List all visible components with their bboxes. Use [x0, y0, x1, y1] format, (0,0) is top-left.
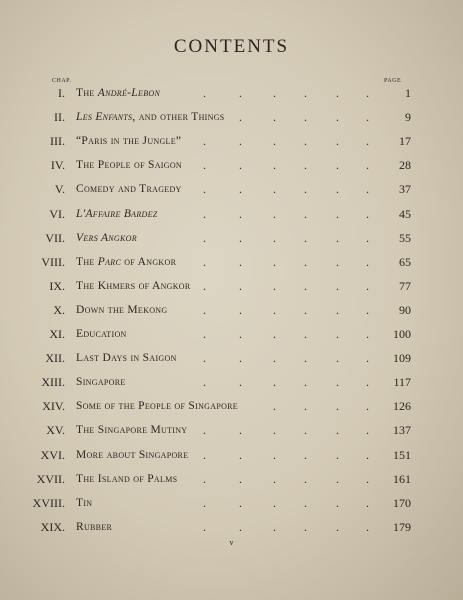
chapter-title-part: André-Lebon — [97, 87, 161, 99]
dot-leader: . — [366, 206, 369, 221]
dot-leader: . — [366, 230, 369, 245]
dot-leader: . — [336, 86, 339, 100]
chapter-number: VI. — [49, 206, 65, 221]
dot-leader: . — [336, 447, 339, 462]
dot-leader: . — [304, 327, 307, 341]
dot-leader: . — [203, 327, 206, 341]
dot-leader: . — [304, 110, 307, 125]
toc-entry — [0, 279, 463, 301]
toc-entry — [0, 472, 463, 494]
dot-leader: . — [273, 230, 276, 245]
chapter-title — [76, 87, 160, 99]
toc-entry — [0, 231, 463, 253]
dot-leader: . — [336, 471, 339, 486]
dot-leader: . — [239, 230, 242, 245]
dot-leader: . — [366, 471, 369, 486]
chapter-title — [76, 352, 177, 364]
dot-leader: . — [273, 278, 276, 293]
chapter-title-part: L'Affaire Bardez — [76, 207, 158, 220]
page-number: 28 — [399, 158, 411, 173]
chapter-title — [76, 304, 167, 316]
chapter-title-part: Tin — [76, 496, 93, 509]
chapter-title-part: , and other Things — [132, 111, 225, 124]
chapter-title-part: of Angkor — [121, 255, 177, 268]
dot-leader: . — [336, 254, 339, 269]
chapter-title — [76, 328, 127, 340]
dot-leader: . — [336, 110, 339, 125]
chapter-title — [76, 400, 238, 412]
dot-leader: . — [336, 351, 339, 366]
chapter-number: III. — [50, 134, 65, 149]
dot-leader: . — [273, 519, 276, 534]
dot-leader: . — [366, 86, 369, 100]
chapter-number: XVII. — [36, 471, 65, 486]
chapter-title — [76, 256, 176, 268]
chapter-title — [76, 449, 188, 461]
chapter-number: I. — [58, 86, 65, 100]
dot-leader: . — [203, 230, 206, 245]
dot-leader: . — [239, 302, 242, 317]
page-number: 170 — [393, 495, 411, 510]
dot-leader: . — [239, 471, 242, 486]
toc-entry — [0, 303, 463, 325]
dot-leader: . — [366, 158, 369, 173]
chapter-title-part: Last Days in Saigon — [76, 352, 177, 365]
dot-leader: . — [239, 278, 242, 293]
chapter-column-label: CHAP. — [52, 78, 72, 84]
dot-leader: . — [273, 134, 276, 149]
dot-leader: . — [304, 351, 307, 366]
dot-leader: . — [239, 327, 242, 341]
dot-leader: . — [304, 86, 307, 100]
dot-leader: . — [273, 447, 276, 462]
page-number: 90 — [399, 302, 411, 317]
dot-leader: . — [203, 375, 206, 390]
chapter-title-part: The — [76, 255, 98, 268]
toc-entry — [0, 375, 463, 397]
dot-leader: . — [203, 302, 206, 317]
page-number: 151 — [393, 447, 411, 462]
dot-leader: . — [203, 254, 206, 269]
page-number: 65 — [399, 254, 411, 269]
dot-leader: . — [273, 351, 276, 366]
dot-leader: . — [366, 254, 369, 269]
page-title: CONTENTS — [173, 36, 290, 57]
chapter-title-part: “Paris in the Jungle” — [76, 135, 182, 148]
chapter-number: XVI. — [40, 447, 65, 462]
dot-leader: . — [273, 327, 276, 341]
page-number: 17 — [399, 134, 411, 149]
dot-leader: . — [239, 86, 242, 100]
dot-leader: . — [203, 206, 206, 221]
dot-leader: . — [203, 495, 206, 510]
dot-leader: . — [336, 302, 339, 317]
dot-leader: . — [336, 495, 339, 510]
dot-leader: . — [273, 423, 276, 438]
dot-leader: . — [366, 327, 369, 341]
page-number: 117 — [393, 375, 411, 390]
toc-entry — [0, 423, 463, 445]
page-number: 137 — [393, 423, 411, 438]
chapter-title — [76, 280, 191, 292]
dot-leader: . — [336, 327, 339, 341]
toc-entry — [0, 110, 463, 132]
toc-entry — [0, 399, 463, 421]
chapter-title-part: Rubber — [76, 520, 113, 533]
chapter-title — [76, 376, 126, 388]
dot-leader: . — [203, 134, 206, 149]
dot-leader: . — [239, 182, 242, 197]
dot-leader: . — [366, 278, 369, 293]
chapter-title-part: Vers Angkor — [76, 231, 137, 244]
dot-leader: . — [304, 495, 307, 510]
dot-leader: . — [273, 158, 276, 173]
page-number: 55 — [399, 230, 411, 245]
chapter-title — [76, 111, 225, 123]
chapter-title-part: Comedy and Tragedy — [76, 183, 182, 196]
chapter-title — [76, 135, 181, 147]
toc-entry — [0, 255, 463, 277]
dot-leader: . — [273, 86, 276, 100]
dot-leader: . — [366, 519, 369, 534]
dot-leader: . — [273, 471, 276, 486]
chapter-title-part: Some of the People of Singapore — [76, 400, 238, 413]
page-number-footer: v — [229, 538, 234, 547]
dot-leader: . — [304, 302, 307, 317]
dot-leader: . — [203, 519, 206, 534]
chapter-title — [76, 521, 112, 533]
dot-leader: . — [273, 206, 276, 221]
dot-leader: . — [304, 254, 307, 269]
dot-leader: . — [366, 351, 369, 366]
dot-leader: . — [304, 206, 307, 221]
page-number: 37 — [399, 182, 411, 197]
dot-leader: . — [304, 399, 307, 414]
chapter-title-part: The Khmers of Angkor — [76, 279, 191, 292]
dot-leader: . — [203, 86, 206, 100]
dot-leader: . — [203, 278, 206, 293]
chapter-title — [76, 208, 158, 220]
dot-leader: . — [203, 182, 206, 197]
chapter-title-part: Singapore — [76, 376, 126, 389]
dot-leader: . — [203, 158, 206, 173]
chapter-title-part: The — [76, 87, 98, 99]
dot-leader: . — [304, 278, 307, 293]
dot-leader: . — [203, 423, 206, 438]
dot-leader: . — [304, 471, 307, 486]
dot-leader: . — [336, 182, 339, 197]
chapter-number: II. — [54, 110, 65, 125]
dot-leader: . — [273, 375, 276, 390]
chapter-number: XVIII. — [32, 495, 65, 510]
chapter-number: IV. — [50, 158, 65, 173]
dot-leader: . — [273, 399, 276, 414]
dot-leader: . — [203, 351, 206, 366]
dot-leader: . — [336, 158, 339, 173]
page-number: 77 — [399, 278, 411, 293]
chapter-title — [76, 424, 187, 436]
dot-leader: . — [336, 399, 339, 414]
dot-leader: . — [336, 134, 339, 149]
chapter-number: X. — [53, 302, 65, 317]
toc-entry — [0, 496, 463, 518]
dot-leader: . — [336, 519, 339, 534]
dot-leader: . — [336, 206, 339, 221]
toc-entry — [0, 351, 463, 373]
dot-leader: . — [304, 447, 307, 462]
toc-entry — [0, 327, 463, 349]
dot-leader: . — [273, 110, 276, 125]
chapter-number: V. — [54, 182, 65, 197]
dot-leader: . — [239, 519, 242, 534]
dot-leader: . — [239, 495, 242, 510]
chapter-title — [76, 159, 182, 171]
dot-leader: . — [304, 519, 307, 534]
dot-leader: . — [366, 182, 369, 197]
chapter-title-part: Parc — [97, 255, 122, 268]
dot-leader: . — [336, 278, 339, 293]
chapter-number: XII. — [45, 351, 65, 366]
chapter-number: XIX. — [40, 519, 65, 534]
chapter-title-part: Les Enfants — [76, 111, 133, 124]
dot-leader: . — [203, 447, 206, 462]
dot-leader: . — [304, 375, 307, 390]
dot-leader: . — [336, 423, 339, 438]
dot-leader: . — [336, 375, 339, 390]
chapter-number: IX. — [49, 278, 65, 293]
dot-leader: . — [304, 158, 307, 173]
dot-leader: . — [203, 471, 206, 486]
toc-entry — [0, 86, 463, 108]
page-number: 100 — [393, 327, 411, 341]
dot-leader: . — [366, 302, 369, 317]
page-number: 126 — [393, 399, 411, 414]
dot-leader: . — [239, 158, 242, 173]
toc-entry — [0, 182, 463, 204]
page-number: 9 — [405, 110, 411, 125]
chapter-title — [76, 232, 137, 244]
dot-leader: . — [366, 423, 369, 438]
chapter-number: XIV. — [42, 399, 65, 414]
page-number: 161 — [393, 471, 411, 486]
page-number: 45 — [399, 206, 411, 221]
chapter-title-part: Down the Mekong — [76, 303, 168, 316]
dot-leader: . — [366, 399, 369, 414]
chapter-title — [76, 183, 182, 195]
chapter-title-part: The People of Saigon — [76, 159, 182, 172]
dot-leader: . — [304, 423, 307, 438]
dot-leader: . — [366, 134, 369, 149]
toc-entry — [0, 448, 463, 470]
toc-entry — [0, 207, 463, 229]
chapter-title — [76, 473, 177, 485]
chapter-number: XV. — [46, 423, 65, 438]
dot-leader: . — [336, 230, 339, 245]
page-number: 1 — [405, 86, 411, 100]
chapter-title-part: The Singapore Mutiny — [76, 424, 188, 437]
dot-leader: . — [239, 447, 242, 462]
dot-leader: . — [239, 110, 242, 125]
chapter-title-part: The Island of Palms — [76, 472, 178, 485]
chapter-title — [76, 497, 92, 509]
page-column-label: PAGE — [384, 78, 402, 84]
toc-entry — [0, 158, 463, 180]
dot-leader: . — [273, 254, 276, 269]
chapter-title-part: Education — [76, 328, 127, 340]
chapter-number: XIII. — [41, 375, 65, 390]
chapter-number: VII. — [45, 230, 65, 245]
dot-leader: . — [239, 134, 242, 149]
dot-leader: . — [239, 375, 242, 390]
dot-leader: . — [366, 110, 369, 125]
dot-leader: . — [239, 423, 242, 438]
dot-leader: . — [239, 206, 242, 221]
chapter-number: VIII. — [41, 254, 65, 269]
toc-entry — [0, 134, 463, 156]
dot-leader: . — [273, 182, 276, 197]
page-number: 109 — [393, 351, 411, 366]
page-number: 179 — [393, 519, 411, 534]
dot-leader: . — [304, 182, 307, 197]
dot-leader: . — [304, 230, 307, 245]
dot-leader: . — [366, 375, 369, 390]
dot-leader: . — [273, 495, 276, 510]
dot-leader: . — [239, 351, 242, 366]
dot-leader: . — [273, 302, 276, 317]
dot-leader: . — [366, 495, 369, 510]
chapter-title-part: More about Singapore — [76, 448, 189, 461]
dot-leader: . — [239, 254, 242, 269]
dot-leader: . — [366, 447, 369, 462]
dot-leader: . — [304, 134, 307, 149]
chapter-number: XI. — [49, 327, 65, 341]
